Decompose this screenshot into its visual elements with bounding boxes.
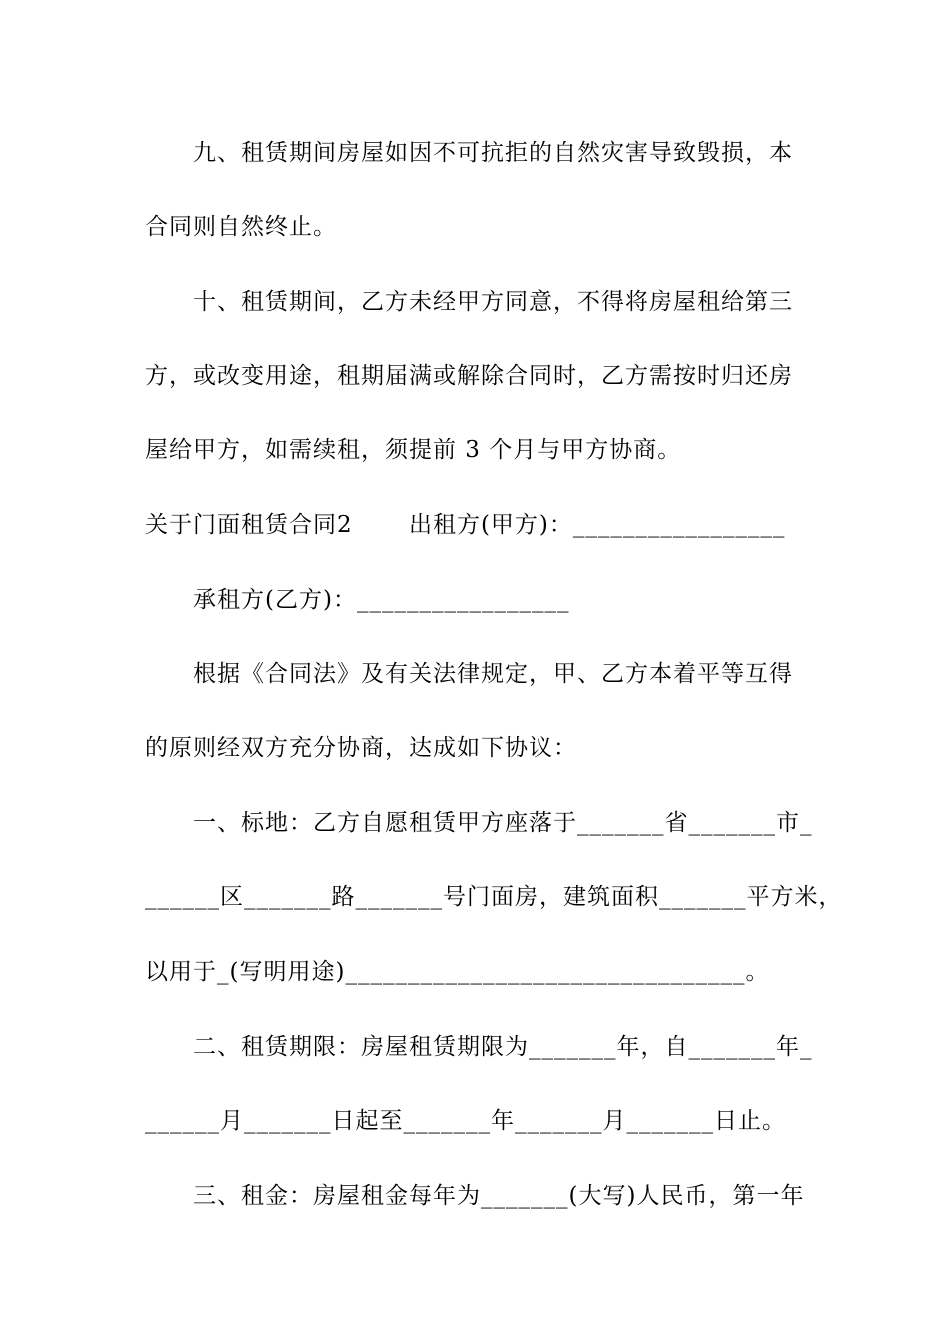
clause-line: 一、标地：乙方自愿租赁甲方座落于_______省_______市_ — [145, 810, 813, 836]
paragraph-line: 根据《合同法》及有关法律规定，甲、乙方本着平等互得 — [145, 661, 793, 687]
paragraph-line: 方，或改变用途，租期届满或解除合同时，乙方需按时归还房 — [145, 363, 793, 389]
paragraph-line: 合同则自然终止。 — [145, 214, 337, 240]
paragraph-line: 屋给甲方，如需续租，须提前 3 个月与甲方协商。 — [145, 437, 682, 463]
clause-line: 二、租赁期限：房屋租赁期限为_______年，自_______年_ — [145, 1034, 813, 1060]
clause-line: ______月_______日起至_______年_______月_______日止。 — [145, 1108, 786, 1134]
paragraph-line: 的原则经双方充分协商，达成如下协议： — [145, 735, 577, 761]
clause-line: ______区_______路_______号门面房，建筑面积_______平方米， — [145, 884, 843, 910]
paragraph-line: 九、租赁期间房屋如因不可抗拒的自然灾害导致毁损，本 — [145, 140, 793, 166]
paragraph-line: 十、租赁期间，乙方未经甲方同意，不得将房屋租给第三 — [145, 289, 793, 315]
lessee-line: 承租方(乙方)：_________________ — [145, 587, 570, 613]
clause-line: 三、租金：房屋租金每年为_______(大写)人民币，第一年 — [145, 1183, 805, 1209]
clause-line: 以用于_(写明用途)________________________________。 — [145, 959, 770, 985]
contract-title-line: 关于门面租赁合同2 出租方(甲方)：_________________ — [145, 512, 786, 538]
